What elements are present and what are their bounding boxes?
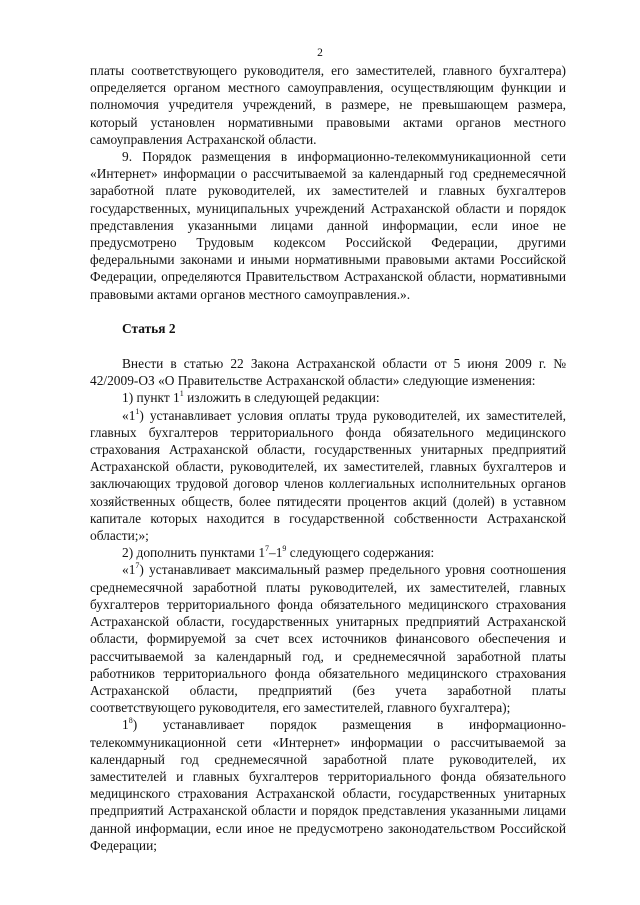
article-intro: Внести в статью 22 Закона Астраханской области от 5 июня 2009 г. № 42/2009-ОЗ «О Правительстве Астраханской области» следующие изменения: (90, 356, 566, 389)
quoted-point-1-7-sup: 7 (135, 561, 140, 571)
amendment-item-2-mid: –1 (269, 545, 283, 561)
paragraph-item-9: 9. Порядок размещения в информационно-телекоммуникационной сети «Интернет» информации о рассчитываемой за календарный год среднемесячной заработной плате руководителей, их заместителей и главных бухгалтеров государственных, муниципальных учреждений Астраханской области и порядок представления указанными лицами данной информации, если иное не предусмотрено Трудовым кодексом Российской Федерации, другими федеральными законами и иными нормативными правовыми актами Российской Федерации, определяются Правительством Астраханской области, нормативными правовыми актами органов местного самоуправления.». (90, 149, 566, 302)
document-body (90, 62, 566, 854)
quoted-point-1-8-post: ) устанавливает порядок размещения в информационно-телекоммуникационной сети «Интернет» информации о рассчитываемой за календарный год среднемесячной заработной плате руководителей, их заместителей и главных бухгалтеров территориального фонда обязательного медицинского страхования Астраханской области, государственных унитарных предприятий Астраханской области и порядок представления указанными лицами данной информации, если иное не предусмотрено законодательством Российской Федерации; (90, 717, 566, 853)
amendment-item-2-sup-a: 7 (265, 544, 270, 554)
amendment-item-1-pre: 1) пункт 1 (122, 390, 180, 406)
amendment-item-2-sup-b: 9 (282, 544, 287, 554)
quoted-point-1-8-pre: 1 (122, 717, 129, 733)
quoted-point-1-1 (90, 407, 566, 545)
quoted-point-1-7-pre: «1 (122, 562, 136, 578)
article-heading: Статья 2 (122, 320, 176, 336)
amendment-item-1-sup: 1 (179, 389, 184, 399)
amendment-item-1-post: изложить в следующей редакции: (183, 390, 380, 406)
amendment-item-2-pre: 2) дополнить пунктами 1 (122, 545, 266, 561)
amendment-item-2 (90, 544, 566, 561)
quoted-point-1-8 (90, 716, 566, 854)
page-number: 2 (317, 47, 323, 59)
quoted-point-1-1-pre: «1 (122, 407, 136, 423)
amendment-item-1 (90, 389, 566, 406)
paragraph-continuation: платы соответствующего руководителя, его заместителей, главного бухгалтера) определяется органом местного самоуправления, осуществляющим функции и полномочия учредителя учреждений, в размере, не превышающем размера, который установлен нормативными правовыми актами органов местного самоуправления Астраханской области. (90, 63, 566, 147)
quoted-point-1-1-sup: 1 (135, 406, 140, 416)
quoted-point-1-7 (90, 561, 566, 716)
quoted-point-1-1-post: ) устанавливает условия оплаты труда руководителей, их заместителей, главных бухгалтеров территориального фонда обязательного медицинского страхования Астраханской области, государственных унитарных предприятий Астраханской области, руководителей, их заместителей, главных бухгалтеров и заключающих трудовой договор членов коллегиальных исполнительных органов хозяйственных обществ, более пятидесяти процентов акций (долей) в уставном капитале которых находится в государственной собственности Астраханской области;»; (90, 407, 566, 544)
quoted-point-1-8-sup: 8 (128, 716, 133, 726)
amendment-item-2-post: следующего содержания: (286, 545, 435, 561)
quoted-point-1-7-post: ) устанавливает максимальный размер предельного уровня соотношения среднемесячной заработной платы руководителей, их заместителей, главных бухгалтеров территориального фонда обязательного медицинского страхования Астраханской области, государственных унитарных предприятий Астраханской области, формируемой за счет всех источников финансового обеспечения и рассчитываемой за календарный год, и среднемесячной заработной платы работников территориального фонда обязательного медицинского страхования Астраханской области, предприятий (без учета заработной платы соответствующего руководителя, его заместителей, главного бухгалтера); (90, 562, 566, 716)
